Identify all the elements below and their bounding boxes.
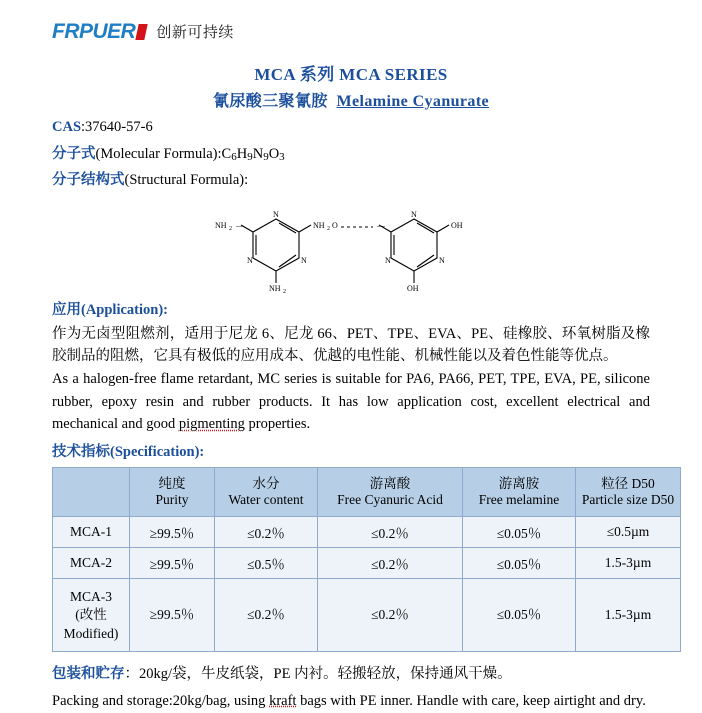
atom-label-n-right2: N bbox=[439, 255, 445, 265]
cas-line bbox=[52, 118, 650, 138]
subtitle-en: Melamine Cyanurate bbox=[336, 93, 490, 110]
application-text-en-part1: As a halogen-free flame retardant, MC series is suitable for PA6, PA66, PET, TPE, EVA, PE, silicone rubber, epoxy resin and rubber products. It has low application cost, excellent electrical and mechanical and good bbox=[52, 371, 650, 433]
column-header-d50-en: Particle size D50 bbox=[581, 492, 675, 508]
formula-sub-9b: 9 bbox=[263, 150, 269, 163]
column-header-water bbox=[215, 468, 318, 517]
logo-text: FRPUER bbox=[52, 19, 136, 43]
subtitle-cn: 氰尿酸三聚氰胺 bbox=[212, 93, 328, 110]
column-header-grade bbox=[53, 468, 130, 517]
cell-water: ≤0.2％ bbox=[215, 579, 318, 652]
packing-text-cn: ：20kg/袋，牛皮纸袋，PE 内衬。轻搬轻放，保持通风干燥。 bbox=[124, 666, 512, 683]
packing-heading-cn: 包装和贮存 bbox=[52, 666, 125, 683]
table-header-row bbox=[53, 468, 681, 517]
application-heading-en: (Application): bbox=[81, 301, 168, 318]
formula-o: O bbox=[268, 145, 280, 162]
specification-heading-en: (Specification): bbox=[110, 443, 205, 460]
packing-text-en-part1: Packing and storage:20kg/bag, using bbox=[52, 693, 270, 710]
atom-label-nh2-mid-sub: 2 bbox=[327, 225, 330, 232]
cell-acid: ≤0.2％ bbox=[318, 548, 463, 579]
table-row bbox=[53, 517, 681, 548]
cell-melamine: ≤0.05％ bbox=[463, 517, 576, 548]
atom-label-nh2-bottom-left-sub: 2 bbox=[283, 288, 286, 293]
cell-grade-line1: MCA-3 bbox=[69, 589, 112, 605]
logo-icon bbox=[52, 21, 146, 42]
cell-d50: 1.5-3µm bbox=[576, 579, 681, 652]
application-text-en-spellcheck: pigmenting bbox=[178, 416, 245, 433]
column-header-melamine bbox=[463, 468, 576, 517]
structural-formula-label-en: (Structural Formula): bbox=[124, 172, 249, 189]
table-row bbox=[53, 579, 681, 652]
structural-formula-line bbox=[52, 171, 650, 191]
cell-d50: 1.5-3µm bbox=[576, 548, 681, 579]
cell-d50: ≤0.5µm bbox=[576, 517, 681, 548]
atom-label-bond-left: — bbox=[236, 220, 244, 230]
cell-melamine: ≤0.05％ bbox=[463, 548, 576, 579]
atom-label-nh2-mid: NH bbox=[313, 220, 325, 230]
cell-grade: MCA-2 bbox=[53, 548, 130, 579]
atom-label-n-right-ring: N bbox=[385, 255, 391, 265]
brand-header bbox=[52, 0, 650, 48]
formula-h: H bbox=[236, 145, 248, 162]
packing-line-cn bbox=[52, 664, 650, 686]
specification-heading bbox=[52, 443, 650, 463]
molecular-formula-label-en: (Molecular Formula):C bbox=[95, 145, 232, 162]
packing-line-en bbox=[52, 691, 650, 713]
atom-label-n-left: N bbox=[247, 255, 253, 265]
column-header-d50-cn: 粒径 D50 bbox=[601, 475, 655, 491]
column-header-acid-en: Free Cyanuric Acid bbox=[337, 492, 443, 508]
cell-purity: ≥99.5％ bbox=[130, 579, 215, 652]
atom-label-n-top-right: N bbox=[411, 209, 417, 219]
column-header-purity-en: Purity bbox=[155, 492, 189, 508]
column-header-melamine-cn: 游离胺 bbox=[498, 475, 540, 491]
formula-n: N bbox=[252, 145, 264, 162]
brand-tagline: 创新可持续 bbox=[156, 23, 234, 41]
atom-label-nh2-left: NH bbox=[215, 220, 227, 230]
application-text-en-part2: properties. bbox=[244, 416, 311, 433]
cell-grade bbox=[53, 579, 130, 652]
cell-melamine: ≤0.05％ bbox=[463, 579, 576, 652]
column-header-purity bbox=[130, 468, 215, 517]
cell-water: ≤0.2％ bbox=[215, 517, 318, 548]
cell-water: ≤0.5％ bbox=[215, 548, 318, 579]
cell-acid: ≤0.2％ bbox=[318, 517, 463, 548]
cell-purity: ≥99.5％ bbox=[130, 548, 215, 579]
packing-text-en-part2: bags with PE inner. Handle with care, keep airtight and dry. bbox=[296, 693, 646, 710]
page-title: MCA 系列 MCA SERIES bbox=[254, 65, 448, 84]
cell-purity: ≥99.5％ bbox=[130, 517, 215, 548]
page-subtitle bbox=[52, 88, 650, 111]
application-heading bbox=[52, 301, 650, 321]
atom-label-nh2-left-sub: 2 bbox=[229, 225, 232, 232]
atom-label-nh2-bottom-left: NH bbox=[269, 283, 281, 293]
atom-label-oh-right: OH bbox=[451, 220, 463, 230]
cas-label: CAS bbox=[52, 119, 82, 135]
column-header-acid-cn: 游离酸 bbox=[369, 475, 411, 491]
chemical-structure-svg bbox=[201, 197, 501, 293]
formula-sub-3: 3 bbox=[279, 150, 285, 163]
atom-label-o-center: O bbox=[332, 220, 338, 230]
logo-red-bar-icon bbox=[136, 24, 148, 40]
column-header-water-en: Water content bbox=[228, 492, 304, 508]
formula-sub-9: 9 bbox=[247, 150, 253, 163]
atom-label-n-top-left: N bbox=[273, 209, 279, 219]
molecular-formula-line bbox=[52, 145, 650, 165]
column-header-d50 bbox=[576, 468, 681, 517]
structural-formula-label: 分子结构式 bbox=[52, 172, 125, 189]
cell-grade-line3: Modified) bbox=[63, 625, 119, 641]
molecular-formula-label: 分子式 bbox=[52, 145, 96, 162]
column-header-purity-cn: 纯度 bbox=[158, 475, 186, 491]
specification-heading-cn: 技术指标 bbox=[52, 443, 110, 460]
column-header-water-cn: 水分 bbox=[252, 475, 280, 491]
column-header-acid bbox=[318, 468, 463, 517]
specification-table bbox=[52, 467, 681, 652]
cas-value: :37640-57-6 bbox=[81, 119, 153, 135]
cell-grade-line2: (改性 bbox=[75, 607, 107, 623]
structural-formula-image bbox=[52, 197, 650, 293]
title-block bbox=[52, 60, 650, 111]
packing-text-en-spellcheck: kraft bbox=[269, 693, 297, 710]
application-text-cn: 作为无卤型阻燃剂，适用于尼龙 6、尼龙 66、PET、TPE、EVA、PE、硅橡胶、环氧树脂及橡胶制品的阻燃，它具有极低的应用成本、优越的电性能、机械性能以及着色性能等优点。 bbox=[52, 325, 650, 364]
cell-acid: ≤0.2％ bbox=[318, 579, 463, 652]
atom-label-n-right-left-ring: N bbox=[301, 255, 307, 265]
column-header-melamine-en: Free melamine bbox=[478, 492, 560, 508]
table-row bbox=[53, 548, 681, 579]
formula-sub-6: 6 bbox=[231, 150, 237, 163]
atom-label-oh-bottom: OH bbox=[407, 283, 419, 293]
cell-grade: MCA-1 bbox=[53, 517, 130, 548]
application-text-en bbox=[52, 368, 650, 435]
atom-label-bond-right: — bbox=[377, 220, 385, 230]
application-heading-cn: 应用 bbox=[52, 301, 81, 318]
